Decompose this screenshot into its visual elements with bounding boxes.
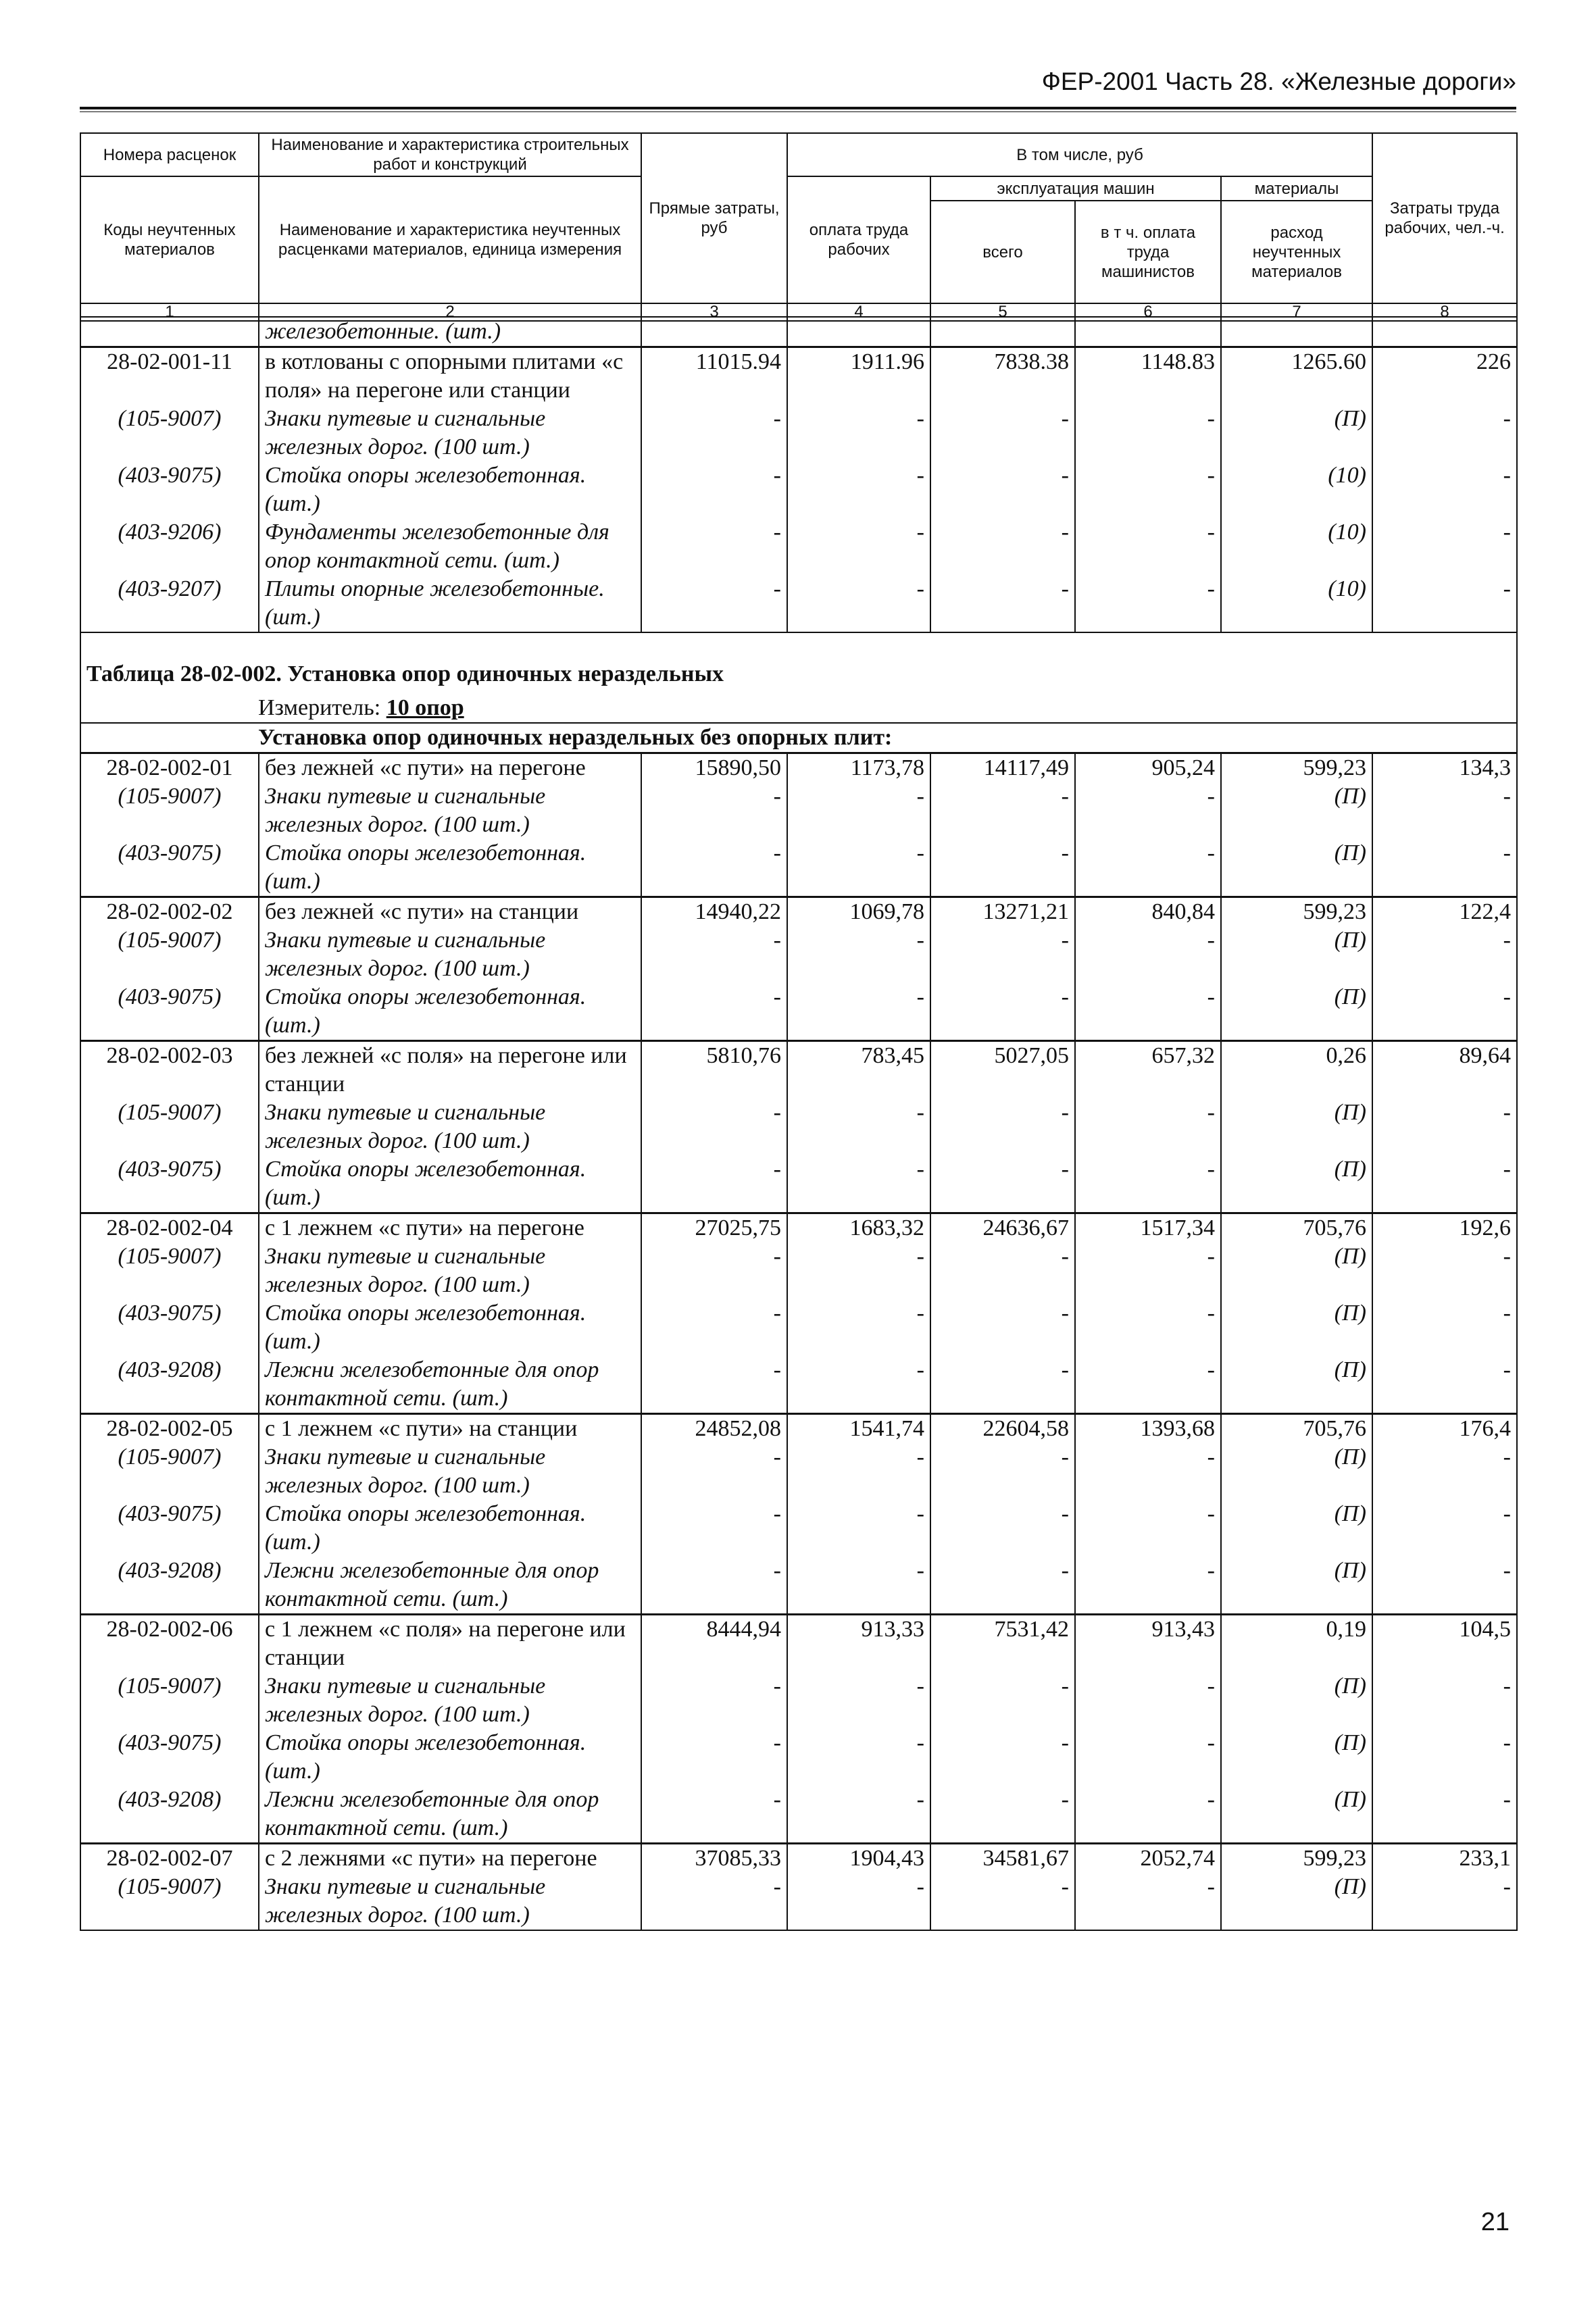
rate-code: (403-9075)	[80, 1155, 259, 1213]
rate-code: (403-9075)	[80, 839, 259, 897]
wages-value: 1911.96	[787, 347, 930, 405]
operators-wages-value: -	[1075, 1443, 1221, 1500]
direct-costs-value: -	[641, 1786, 787, 1844]
direct-costs-value: -	[641, 983, 787, 1041]
material-row	[80, 1242, 1517, 1299]
labor-costs-value: -	[1372, 1356, 1517, 1414]
material-consumption-value: (П)	[1221, 1242, 1372, 1299]
machines-total-value: -	[930, 1672, 1075, 1729]
direct-costs-value: -	[641, 1356, 787, 1414]
col-header-number: Номера расценок	[80, 133, 259, 176]
rate-description: Знаки путевые и сигнальные железных дорог. (100 шт.)	[259, 405, 641, 461]
direct-costs-value: 27025,75	[641, 1213, 787, 1243]
material-row	[80, 983, 1517, 1041]
rates-table-body	[80, 316, 1518, 1931]
material-consumption-value: 599,23	[1221, 897, 1372, 927]
rate-code: (403-9075)	[80, 1299, 259, 1356]
operators-wages-value: 1517,34	[1075, 1213, 1221, 1243]
rate-code: (105-9007)	[80, 1672, 259, 1729]
operators-wages-value: -	[1075, 518, 1221, 575]
material-row	[80, 1299, 1517, 1356]
labor-costs-value: 226	[1372, 347, 1517, 405]
machines-total-value: -	[930, 1443, 1075, 1500]
rate-description: Стойка опоры железобетонная. (шт.)	[259, 839, 641, 897]
direct-costs-value: -	[641, 782, 787, 839]
labor-costs-value: -	[1372, 1299, 1517, 1356]
operators-wages-value: 840,84	[1075, 897, 1221, 927]
wages-value: -	[787, 1099, 930, 1155]
labor-costs-value: 122,4	[1372, 897, 1517, 927]
labor-costs-value: -	[1372, 1786, 1517, 1844]
material-consumption-value: (П)	[1221, 1729, 1372, 1786]
direct-costs-value: -	[641, 1873, 787, 1930]
material-consumption-value: 705,76	[1221, 1213, 1372, 1243]
labor-costs-value: 176,4	[1372, 1414, 1517, 1444]
rate-row	[80, 1844, 1517, 1873]
rate-code: (403-9208)	[80, 1786, 259, 1844]
operators-wages-value: -	[1075, 1873, 1221, 1930]
rate-row	[80, 753, 1517, 783]
rate-code: (403-9075)	[80, 1500, 259, 1557]
wages-value: 1069,78	[787, 897, 930, 927]
material-row	[80, 518, 1517, 575]
material-row	[80, 1443, 1517, 1500]
labor-costs-value: -	[1372, 1873, 1517, 1930]
header-rule-thin	[80, 111, 1516, 112]
direct-costs-value: -	[641, 1155, 787, 1213]
rate-description: Знаки путевые и сигнальные железных дорог. (100 шт.)	[259, 926, 641, 983]
direct-costs-value: 24852,08	[641, 1414, 787, 1444]
material-consumption-value: (10)	[1221, 575, 1372, 632]
direct-costs-value: -	[641, 839, 787, 897]
operators-wages-value: -	[1075, 1557, 1221, 1615]
rate-row	[80, 1041, 1517, 1099]
rate-description: Знаки путевые и сигнальные железных дорог. (100 шт.)	[259, 1873, 641, 1930]
machines-total-value: -	[930, 1299, 1075, 1356]
wages-value: -	[787, 926, 930, 983]
continued-description: железобетонные. (шт.)	[259, 317, 641, 347]
operators-wages-value: -	[1075, 1500, 1221, 1557]
wages-value: 913,33	[787, 1615, 930, 1673]
rate-description: Лежни железобетонные для опор контактной сети. (шт.)	[259, 1356, 641, 1414]
wages-value: -	[787, 1299, 930, 1356]
wages-value: -	[787, 1155, 930, 1213]
direct-costs-value: 11015.94	[641, 347, 787, 405]
col-index: 1	[80, 303, 259, 321]
rate-code: (105-9007)	[80, 1873, 259, 1930]
machines-total-value: -	[930, 1729, 1075, 1786]
wages-value: -	[787, 1672, 930, 1729]
labor-costs-value: -	[1372, 518, 1517, 575]
labor-costs-value: 89,64	[1372, 1041, 1517, 1099]
rate-code: (105-9007)	[80, 926, 259, 983]
material-consumption-value: (П)	[1221, 1786, 1372, 1844]
rate-code: (403-9207)	[80, 575, 259, 632]
col-index: 2	[259, 303, 641, 321]
material-row	[80, 1557, 1517, 1615]
operators-wages-value: -	[1075, 1242, 1221, 1299]
labor-costs-value: -	[1372, 405, 1517, 461]
material-consumption-value: (П)	[1221, 983, 1372, 1041]
material-row	[80, 575, 1517, 632]
rate-code: 28-02-001-11	[80, 347, 259, 405]
col-index: 3	[641, 303, 787, 321]
rate-code: (105-9007)	[80, 782, 259, 839]
col-header-materials: материалы	[1221, 176, 1372, 201]
rate-description: с 2 лежнями «с пути» на перегоне	[259, 1844, 641, 1873]
table-title: Таблица 28-02-002. Установка опор одиночных нераздельных	[80, 632, 1517, 694]
operators-wages-value: -	[1075, 1786, 1221, 1844]
direct-costs-value: 5810,76	[641, 1041, 787, 1099]
meter-label: Измеритель:	[258, 695, 381, 720]
table-subheading: Установка опор одиночных нераздельных без опорных плит:	[80, 723, 1517, 753]
material-row	[80, 782, 1517, 839]
column-header-table	[80, 132, 1518, 322]
wages-value: 1541,74	[787, 1414, 930, 1444]
page-header-title: ФЕР-2001 Часть 28. «Железные дороги»	[1041, 68, 1516, 95]
direct-costs-value: -	[641, 1099, 787, 1155]
rate-code: (403-9208)	[80, 1557, 259, 1615]
col-index: 5	[930, 303, 1075, 321]
meter-value: 10 опор	[386, 695, 464, 720]
wages-value: -	[787, 1500, 930, 1557]
labor-costs-value: -	[1372, 1155, 1517, 1213]
col-header-labor-costs: Затраты труда рабочих, чел.-ч.	[1372, 133, 1517, 303]
rate-code: (403-9075)	[80, 461, 259, 518]
wages-value: -	[787, 782, 930, 839]
direct-costs-value: -	[641, 518, 787, 575]
material-row	[80, 1786, 1517, 1844]
page-number: 21	[1480, 2208, 1510, 2236]
rate-description: Стойка опоры железобетонная. (шт.)	[259, 1299, 641, 1356]
rate-code: 28-02-002-07	[80, 1844, 259, 1873]
material-consumption-value: 0,26	[1221, 1041, 1372, 1099]
material-consumption-value: 599,23	[1221, 1844, 1372, 1873]
col-index: 6	[1075, 303, 1221, 321]
direct-costs-value: -	[641, 1299, 787, 1356]
machines-total-value: -	[930, 1242, 1075, 1299]
operators-wages-value: -	[1075, 983, 1221, 1041]
direct-costs-value: 15890,50	[641, 753, 787, 783]
rate-code: 28-02-002-02	[80, 897, 259, 927]
rate-description: без лежней «с пути» на станции	[259, 897, 641, 927]
operators-wages-value: 657,32	[1075, 1041, 1221, 1099]
machines-total-value: -	[930, 1500, 1075, 1557]
labor-costs-value: 233,1	[1372, 1844, 1517, 1873]
col-header-name: Наименование и характеристика строительных работ и конструкций	[259, 133, 641, 176]
labor-costs-value: -	[1372, 839, 1517, 897]
rate-code: 28-02-002-05	[80, 1414, 259, 1444]
rate-description: в котлованы с опорными плитами «с поля» на перегоне или станции	[259, 347, 641, 405]
rate-row	[80, 897, 1517, 927]
rate-code: 28-02-002-04	[80, 1213, 259, 1243]
direct-costs-value: -	[641, 461, 787, 518]
rate-description: Знаки путевые и сигнальные железных дорог. (100 шт.)	[259, 1672, 641, 1729]
operators-wages-value: 2052,74	[1075, 1844, 1221, 1873]
operators-wages-value: -	[1075, 926, 1221, 983]
rate-code: (105-9007)	[80, 1099, 259, 1155]
col-header-machines: эксплуатация машин	[930, 176, 1221, 201]
material-row	[80, 1099, 1517, 1155]
wages-value: -	[787, 1786, 930, 1844]
rate-description: Стойка опоры железобетонная. (шт.)	[259, 983, 641, 1041]
col-header-wages: оплата труда рабочих	[787, 176, 930, 303]
material-consumption-value: (10)	[1221, 461, 1372, 518]
col-index: 8	[1372, 303, 1517, 321]
operators-wages-value: 905,24	[1075, 753, 1221, 783]
col-header-machines-total: всего	[930, 201, 1075, 303]
col-header-operators-wages: в т ч. оплата труда машинистов	[1075, 201, 1221, 303]
labor-costs-value: -	[1372, 1729, 1517, 1786]
material-row	[80, 461, 1517, 518]
rate-row	[80, 1213, 1517, 1243]
col-index: 7	[1221, 303, 1372, 321]
operators-wages-value: 1148.83	[1075, 347, 1221, 405]
rate-description: без лежней «с поля» на перегоне или станции	[259, 1041, 641, 1099]
wages-value: -	[787, 575, 930, 632]
machines-total-value: 24636,67	[930, 1213, 1075, 1243]
col-header-group: В том числе, руб	[787, 133, 1372, 176]
col-index: 4	[787, 303, 930, 321]
labor-costs-value: -	[1372, 1557, 1517, 1615]
labor-costs-value: -	[1372, 461, 1517, 518]
material-consumption-value: (П)	[1221, 1672, 1372, 1729]
labor-costs-value: 134,3	[1372, 753, 1517, 783]
direct-costs-value: -	[641, 1500, 787, 1557]
rate-description: Знаки путевые и сигнальные железных дорог. (100 шт.)	[259, 1443, 641, 1500]
machines-total-value: -	[930, 1099, 1075, 1155]
material-row	[80, 1155, 1517, 1213]
rate-code: (403-9075)	[80, 983, 259, 1041]
machines-total-value: 22604,58	[930, 1414, 1075, 1444]
machines-total-value: -	[930, 405, 1075, 461]
wages-value: 1904,43	[787, 1844, 930, 1873]
operators-wages-value: -	[1075, 1672, 1221, 1729]
direct-costs-value: -	[641, 1557, 787, 1615]
cont-code-cell	[80, 317, 259, 347]
direct-costs-value: -	[641, 1443, 787, 1500]
machines-total-value: -	[930, 575, 1075, 632]
material-row	[80, 926, 1517, 983]
material-row	[80, 1356, 1517, 1414]
material-consumption-value: (П)	[1221, 1557, 1372, 1615]
direct-costs-value: -	[641, 405, 787, 461]
material-row	[80, 1729, 1517, 1786]
operators-wages-value: -	[1075, 461, 1221, 518]
labor-costs-value: -	[1372, 1443, 1517, 1500]
table-meter	[80, 694, 1517, 723]
wages-value: -	[787, 461, 930, 518]
wages-value: -	[787, 1242, 930, 1299]
material-consumption-value: (П)	[1221, 1299, 1372, 1356]
direct-costs-value: -	[641, 1672, 787, 1729]
rate-description: Лежни железобетонные для опор контактной сети. (шт.)	[259, 1786, 641, 1844]
wages-value: -	[787, 1356, 930, 1414]
rate-code: 28-02-002-06	[80, 1615, 259, 1673]
machines-total-value: -	[930, 782, 1075, 839]
direct-costs-value: -	[641, 1242, 787, 1299]
operators-wages-value: 1393,68	[1075, 1414, 1221, 1444]
machines-total-value: 7838.38	[930, 347, 1075, 405]
machines-total-value: 5027,05	[930, 1041, 1075, 1099]
material-consumption-value: (10)	[1221, 518, 1372, 575]
rate-description: с 1 лежнем «с поля» на перегоне или станции	[259, 1615, 641, 1673]
material-row	[80, 405, 1517, 461]
wages-value: -	[787, 518, 930, 575]
material-row	[80, 1873, 1517, 1930]
direct-costs-value: -	[641, 926, 787, 983]
wages-value: -	[787, 1443, 930, 1500]
wages-value: 1683,32	[787, 1213, 930, 1243]
rate-code: 28-02-002-03	[80, 1041, 259, 1099]
operators-wages-value: -	[1075, 1356, 1221, 1414]
rate-code: (403-9075)	[80, 1729, 259, 1786]
direct-costs-value: 14940,22	[641, 897, 787, 927]
material-consumption-value: (П)	[1221, 839, 1372, 897]
machines-total-value: -	[930, 1557, 1075, 1615]
material-consumption-value: 1265.60	[1221, 347, 1372, 405]
machines-total-value: -	[930, 1873, 1075, 1930]
labor-costs-value: -	[1372, 1242, 1517, 1299]
machines-total-value: 7531,42	[930, 1615, 1075, 1673]
wages-value: -	[787, 1729, 930, 1786]
machines-total-value: -	[930, 839, 1075, 897]
rate-description: Стойка опоры железобетонная. (шт.)	[259, 1155, 641, 1213]
material-consumption-value: (П)	[1221, 1873, 1372, 1930]
direct-costs-value: 37085,33	[641, 1844, 787, 1873]
material-consumption-value: (П)	[1221, 1099, 1372, 1155]
material-consumption-value: 0,19	[1221, 1615, 1372, 1673]
rate-row	[80, 1414, 1517, 1444]
rate-code: (403-9206)	[80, 518, 259, 575]
col-header-material-codes: Коды неучтенных материалов	[80, 176, 259, 303]
rate-code: (105-9007)	[80, 1242, 259, 1299]
rate-code: (403-9208)	[80, 1356, 259, 1414]
rate-description: Плиты опорные железобетонные. (шт.)	[259, 575, 641, 632]
rate-description: с 1 лежнем «с пути» на перегоне	[259, 1213, 641, 1243]
rate-description: Знаки путевые и сигнальные железных дорог. (100 шт.)	[259, 1099, 641, 1155]
operators-wages-value: -	[1075, 839, 1221, 897]
rate-description: Лежни железобетонные для опор контактной сети. (шт.)	[259, 1557, 641, 1615]
direct-costs-value: -	[641, 575, 787, 632]
operators-wages-value: -	[1075, 782, 1221, 839]
operators-wages-value: -	[1075, 1155, 1221, 1213]
rate-description: с 1 лежнем «с пути» на станции	[259, 1414, 641, 1444]
material-consumption-value: (П)	[1221, 405, 1372, 461]
direct-costs-value: -	[641, 1729, 787, 1786]
machines-total-value: -	[930, 518, 1075, 575]
operators-wages-value: -	[1075, 1299, 1221, 1356]
rate-description: Фундаменты железобетонные для опор контактной сети. (шт.)	[259, 518, 641, 575]
machines-total-value: -	[930, 1786, 1075, 1844]
col-header-direct-costs: Прямые затраты, руб	[641, 133, 787, 303]
machines-total-value: -	[930, 926, 1075, 983]
col-header-material-names: Наименование и характеристика неучтенных расценками материалов, единица измерения	[259, 176, 641, 303]
rate-description: Стойка опоры железобетонная. (шт.)	[259, 461, 641, 518]
operators-wages-value: -	[1075, 1099, 1221, 1155]
rate-row	[80, 1615, 1517, 1673]
labor-costs-value: -	[1372, 1672, 1517, 1729]
material-consumption-value: (П)	[1221, 926, 1372, 983]
material-row	[80, 839, 1517, 897]
material-consumption-value: (П)	[1221, 1443, 1372, 1500]
wages-value: -	[787, 1557, 930, 1615]
rate-row	[80, 347, 1517, 405]
machines-total-value: 14117,49	[930, 753, 1075, 783]
col-header-material-consumption: расход неучтенных материалов	[1221, 201, 1372, 303]
machines-total-value: -	[930, 1356, 1075, 1414]
rate-description: Знаки путевые и сигнальные железных дорог. (100 шт.)	[259, 1242, 641, 1299]
rate-description: Стойка опоры железобетонная. (шт.)	[259, 1729, 641, 1786]
operators-wages-value: -	[1075, 405, 1221, 461]
material-consumption-value: 599,23	[1221, 753, 1372, 783]
wages-value: 783,45	[787, 1041, 930, 1099]
labor-costs-value: -	[1372, 1099, 1517, 1155]
rate-code: (105-9007)	[80, 405, 259, 461]
labor-costs-value: -	[1372, 782, 1517, 839]
rate-description: Знаки путевые и сигнальные железных дорог. (100 шт.)	[259, 782, 641, 839]
operators-wages-value: 913,43	[1075, 1615, 1221, 1673]
wages-value: -	[787, 983, 930, 1041]
material-consumption-value: (П)	[1221, 1356, 1372, 1414]
machines-total-value: 34581,67	[930, 1844, 1075, 1873]
rate-description: Стойка опоры железобетонная. (шт.)	[259, 1500, 641, 1557]
material-consumption-value: (П)	[1221, 782, 1372, 839]
labor-costs-value: 192,6	[1372, 1213, 1517, 1243]
labor-costs-value: 104,5	[1372, 1615, 1517, 1673]
labor-costs-value: -	[1372, 926, 1517, 983]
material-consumption-value: (П)	[1221, 1500, 1372, 1557]
rate-code: 28-02-002-01	[80, 753, 259, 783]
rate-code: (105-9007)	[80, 1443, 259, 1500]
material-row	[80, 1672, 1517, 1729]
rate-description: без лежней «с пути» на перегоне	[259, 753, 641, 783]
material-consumption-value: 705,76	[1221, 1414, 1372, 1444]
labor-costs-value: -	[1372, 1500, 1517, 1557]
material-consumption-value: (П)	[1221, 1155, 1372, 1213]
wages-value: -	[787, 1873, 930, 1930]
header-rule	[80, 107, 1516, 109]
operators-wages-value: -	[1075, 1729, 1221, 1786]
machines-total-value: -	[930, 1155, 1075, 1213]
wages-value: -	[787, 839, 930, 897]
labor-costs-value: -	[1372, 575, 1517, 632]
wages-value: 1173,78	[787, 753, 930, 783]
labor-costs-value: -	[1372, 983, 1517, 1041]
machines-total-value: -	[930, 461, 1075, 518]
operators-wages-value: -	[1075, 575, 1221, 632]
wages-value: -	[787, 405, 930, 461]
machines-total-value: -	[930, 983, 1075, 1041]
direct-costs-value: 8444,94	[641, 1615, 787, 1673]
material-row	[80, 1500, 1517, 1557]
machines-total-value: 13271,21	[930, 897, 1075, 927]
